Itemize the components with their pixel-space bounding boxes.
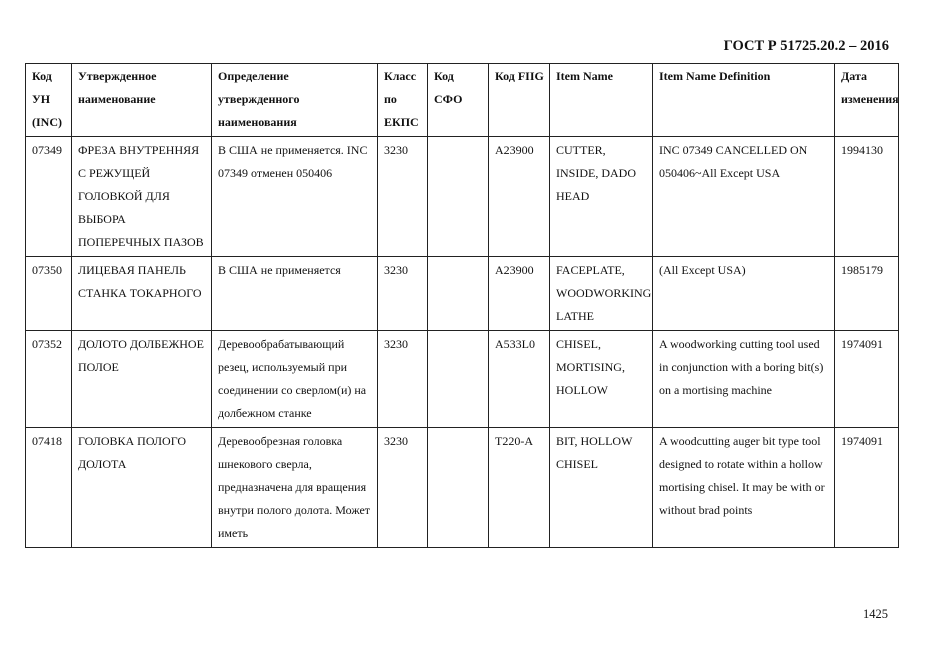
cell-sfo-code: [428, 428, 489, 548]
cell-item-name: CUTTER, INSIDE, DADO HEAD: [550, 137, 653, 257]
cell-fiig-code: A23900: [489, 257, 550, 331]
cell-sfo-code: [428, 137, 489, 257]
cell-ekps-class: 3230: [378, 257, 428, 331]
cell-approved-name: ДОЛОТО ДОЛБЕЖНОЕ ПОЛОЕ: [72, 331, 212, 428]
column-header-approved-name: Утвержденное наименование: [72, 64, 212, 137]
cell-item-name: FACEPLATE, WOODWORKING LATHE: [550, 257, 653, 331]
cell-approved-name: ФРЕЗА ВНУТРЕННЯЯ С РЕЖУЩЕЙ ГОЛОВКОЙ ДЛЯ ВЫБОРА ПОПЕРЕЧНЫХ ПАЗОВ: [72, 137, 212, 257]
cell-item-name-definition: (All Except USA): [653, 257, 835, 331]
cell-sfo-code: [428, 331, 489, 428]
cell-definition: Деревообрабатывающий резец, используемый при соединении со сверлом(и) на долбежном станке: [212, 331, 378, 428]
cell-change-date: 1985179: [835, 257, 899, 331]
cell-item-name-definition: A woodworking cutting tool used in conjunction with a boring bit(s) on a mortising machine: [653, 331, 835, 428]
cell-fiig-code: T220-A: [489, 428, 550, 548]
document-standard-title: ГОСТ Р 51725.20.2 – 2016: [723, 38, 889, 54]
cell-item-name: CHISEL, MORTISING, HOLLOW: [550, 331, 653, 428]
cell-change-date: 1994130: [835, 137, 899, 257]
cell-inc: 07349: [26, 137, 72, 257]
cell-inc: 07350: [26, 257, 72, 331]
column-header-change-date: Дата изменения: [835, 64, 899, 137]
column-header-definition: Определение утвержденного наименования: [212, 64, 378, 137]
column-header-ekps-class: Класс по ЕКПС: [378, 64, 428, 137]
table-row: [26, 257, 899, 331]
page-number: 1425: [863, 607, 888, 621]
cell-definition: Деревообрезная головка шнекового сверла, предназначена для вращения внутри полого долота. Может иметь: [212, 428, 378, 548]
column-header-sfo-code: Код СФО: [428, 64, 489, 137]
table-header-row: [26, 64, 899, 137]
column-header-item-name: Item Name: [550, 64, 653, 137]
cell-ekps-class: 3230: [378, 428, 428, 548]
cell-fiig-code: A23900: [489, 137, 550, 257]
cell-ekps-class: 3230: [378, 137, 428, 257]
column-header-item-name-definition: Item Name Definition: [653, 64, 835, 137]
cell-approved-name: ЛИЦЕВАЯ ПАНЕЛЬ СТАНКА ТОКАРНОГО: [72, 257, 212, 331]
column-header-fiig-code: Код FIIG: [489, 64, 550, 137]
cell-item-name-definition: INC 07349 CANCELLED ON 050406~All Except USA: [653, 137, 835, 257]
cell-inc: 07352: [26, 331, 72, 428]
cell-item-name: BIT, HOLLOW CHISEL: [550, 428, 653, 548]
cell-approved-name: ГОЛОВКА ПОЛОГО ДОЛОТА: [72, 428, 212, 548]
cell-change-date: 1974091: [835, 428, 899, 548]
cell-sfo-code: [428, 257, 489, 331]
cell-inc: 07418: [26, 428, 72, 548]
cell-fiig-code: A533L0: [489, 331, 550, 428]
table-row: [26, 428, 899, 548]
cell-definition: В США не применяется: [212, 257, 378, 331]
nomenclature-table: [25, 63, 899, 548]
table-row: [26, 331, 899, 428]
table-row: [26, 137, 899, 257]
cell-item-name-definition: A woodcutting auger bit type tool designed to rotate within a hollow mortising chisel. It may be with or without brad points: [653, 428, 835, 548]
cell-definition: В США не применяется. INC 07349 отменен 050406: [212, 137, 378, 257]
cell-change-date: 1974091: [835, 331, 899, 428]
cell-ekps-class: 3230: [378, 331, 428, 428]
column-header-inc: Код УН (INC): [26, 64, 72, 137]
